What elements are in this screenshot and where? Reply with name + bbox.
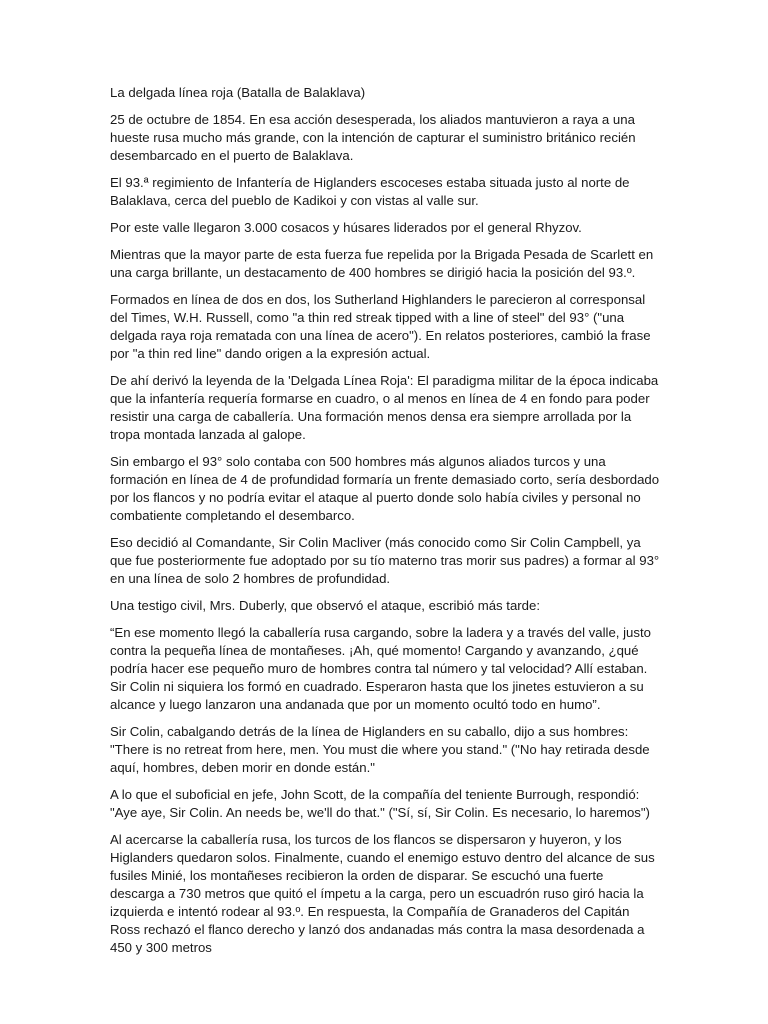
paragraph-1: 25 de octubre de 1854. En esa acción desesperada, los aliados mantuvieron a raya a una hueste rusa mucho más grande, con la intención de capturar el suministro británico recién desembarcado en el puerto de Balaklava. bbox=[110, 112, 636, 163]
paragraph-11: Sir Colin, cabalgando detrás de la línea de Higlanders en su caballo, dijo a sus hombres: "There is no retreat from here, men. You must die where you stand." ("No hay retirada desde aquí, hombres, deben morir en donde están." bbox=[110, 724, 650, 775]
paragraph-3: Por este valle llegaron 3.000 cosacos y húsares liderados por el general Rhyzov. bbox=[110, 220, 582, 235]
paragraph-9: Una testigo civil, Mrs. Duberly, que observó el ataque, escribió más tarde: bbox=[110, 598, 541, 613]
paragraph-7: Sin embargo el 93° solo contaba con 500 hombres más algunos aliados turcos y una formación en línea de 4 de profundidad formaría un frente demasiado corto, sería desbordado por los flancos y no podría evitar el ataque al puerto donde solo había civiles y personal no combatiente completando el desembarco. bbox=[110, 454, 660, 523]
paragraph-6: De ahí derivó la leyenda de la 'Delgada Línea Roja': El paradigma militar de la época indicaba que la infantería requería formarse en cuadro, o al menos en línea de 4 en fondo para poder resistir una carga de caballería. Una formación menos densa era siempre arrollada por la tropa montada lanzada al galope. bbox=[110, 373, 659, 442]
paragraph-10-quote: “En ese momento llegó la caballería rusa cargando, sobre la ladera y a través del valle, justo contra la pequeña línea de montañeses. ¡Ah, qué momento! Cargando y avanzando, ¿qué podría hacer ese pequeño muro de hombres contra tal número y tal velocidad? Allí estaban. Sir Colin ni siquiera los formó en cuadrado. Esperaron hasta que los jinetes estuvieron a su alcance y luego lanzaron una andanada que por un momento ocultó todo en humo”. bbox=[110, 625, 651, 712]
document-title: La delgada línea roja (Batalla de Balaklava) bbox=[110, 85, 366, 100]
paragraph-12: A lo que el suboficial en jefe, John Scott, de la compañía del teniente Burrough, respondió: "Aye aye, Sir Colin. An needs be, we'll do that." ("Sí, sí, Sir Colin. Es necesario, lo haremos") bbox=[110, 787, 650, 820]
paragraph-8: Eso decidió al Comandante, Sir Colin Macliver (más conocido como Sir Colin Campbell, ya que fue posteriormente fue adoptado por su tío materno tras morir sus padres) a formar al 93° en una línea de solo 2 hombres de profundidad. bbox=[110, 535, 660, 586]
paragraph-4: Mientras que la mayor parte de esta fuerza fue repelida por la Brigada Pesada de Scarlett en una carga brillante, un destacamento de 400 hombres se dirigió hacia la posición del 93.º. bbox=[110, 247, 654, 280]
paragraph-13: Al acercarse la caballería rusa, los turcos de los flancos se dispersaron y huyeron, y los Higlanders quedaron solos. Finalmente, cuando el enemigo estuvo dentro del alcance de sus fusiles Minié, los montañeses recibieron la orden de disparar. Se escuchó una fuerte descarga a 730 metros que quitó el ímpetu a la carga, pero un escuadrón ruso giró hacia la izquierda e intentó rodear al 93.º. En respuesta, la Compañía de Granaderos del Capitán Ross rechazó el flanco derecho y lanzó dos andanadas más contra la masa desordenada a 450 y 300 metros bbox=[110, 832, 655, 955]
paragraph-2: El 93.ª regimiento de Infantería de Higlanders escoceses estaba situada justo al norte de Balaklava, cerca del pueblo de Kadikoi y con vistas al valle sur. bbox=[110, 175, 630, 208]
paragraph-5: Formados en línea de dos en dos, los Sutherland Highlanders le parecieron al corresponsal del Times, W.H. Russell, como "a thin red streak tipped with a line of steel" del 93° ("una delgada raya roja rematada con una línea de acero"). En relatos posteriores, cambió la frase por "a thin red line" dando origen a la expresión actual. bbox=[110, 292, 651, 361]
